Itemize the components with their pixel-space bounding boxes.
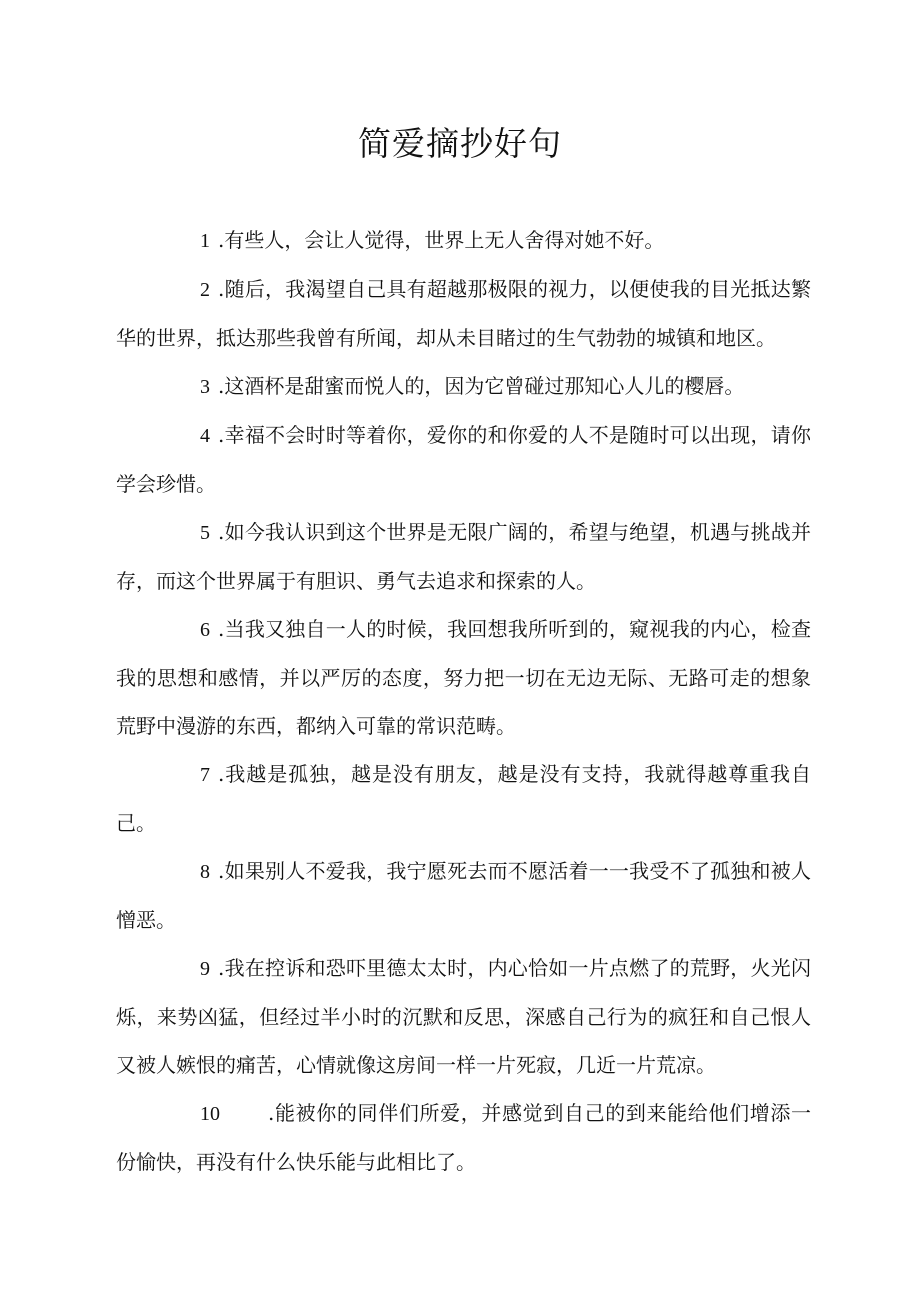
- quote-item: [116, 847, 811, 944]
- quote-number: 5: [200, 522, 210, 544]
- quote-text: .当我又独自一人的时候，我回想我所听到的，窥视我的内心，检查我的思想和感情，并以严厉的态度，努力把一切在无边无际、无路可走的想象荒野中漫游的东西，都纳入可靠的常识范畴。: [116, 617, 811, 738]
- quote-number: 4: [200, 425, 210, 447]
- quote-text: .有些人，会让人觉得，世界上无人舍得对她不好。: [218, 228, 665, 252]
- quote-item: [116, 265, 811, 362]
- quote-item: [116, 411, 811, 508]
- quote-number: 3: [200, 376, 210, 398]
- quote-text: .如今我认识到这个世界是无限广阔的，希望与绝望，机遇与挑战并存，而这个世界属于有胆识、勇气去追求和探索的人。: [116, 520, 811, 593]
- quote-text: .我越是孤独，越是没有朋友，越是没有支持，我就得越尊重我自己。: [116, 762, 811, 835]
- quote-number: 1: [200, 230, 210, 252]
- quote-number: 8: [200, 861, 210, 883]
- quote-text: .这酒杯是甜蜜而悦人的，因为它曾碰过那知心人儿的樱唇。: [218, 374, 745, 398]
- quote-number: 9: [200, 958, 210, 980]
- quote-number: 7: [200, 764, 210, 786]
- quote-number: 6: [200, 619, 210, 641]
- quote-number: 2: [200, 279, 210, 301]
- quote-item: [116, 1089, 811, 1186]
- quote-list: [116, 216, 811, 1186]
- quote-text: .随后，我渴望自己具有超越那极限的视力，以便使我的目光抵达繁华的世界，抵达那些我曾有所闻，却从未目睹过的生气勃勃的城镇和地区。: [116, 277, 811, 350]
- quote-item: [116, 944, 811, 1089]
- quote-item: [116, 216, 811, 265]
- quote-text: .能被你的同伴们所爱，并感觉到自己的到来能给他们增添一份愉快，再没有什么快乐能与此相比了。: [116, 1101, 811, 1174]
- quote-text: .我在控诉和恐吓里德太太时，内心恰如一片点燃了的荒野，火光闪烁，来势凶猛，但经过半小时的沉默和反思，深感自己行为的疯狂和自己恨人又被人嫉恨的痛苦，心情就像这房间一样一片死寂，几近一片荒凉。: [116, 956, 811, 1077]
- quote-number: 10: [200, 1103, 220, 1125]
- quote-item: [116, 508, 811, 605]
- quote-text: .如果别人不爱我，我宁愿死去而不愿活着一一我受不了孤独和被人憎恶。: [116, 859, 811, 932]
- quote-item: [116, 605, 811, 750]
- page-title: 简爱摘抄好句: [358, 124, 562, 163]
- quote-text: .幸福不会时时等着你，爱你的和你爱的人不是随时可以出现，请你学会珍惜。: [116, 423, 811, 496]
- quote-item: [116, 750, 811, 847]
- quote-item: [116, 362, 811, 411]
